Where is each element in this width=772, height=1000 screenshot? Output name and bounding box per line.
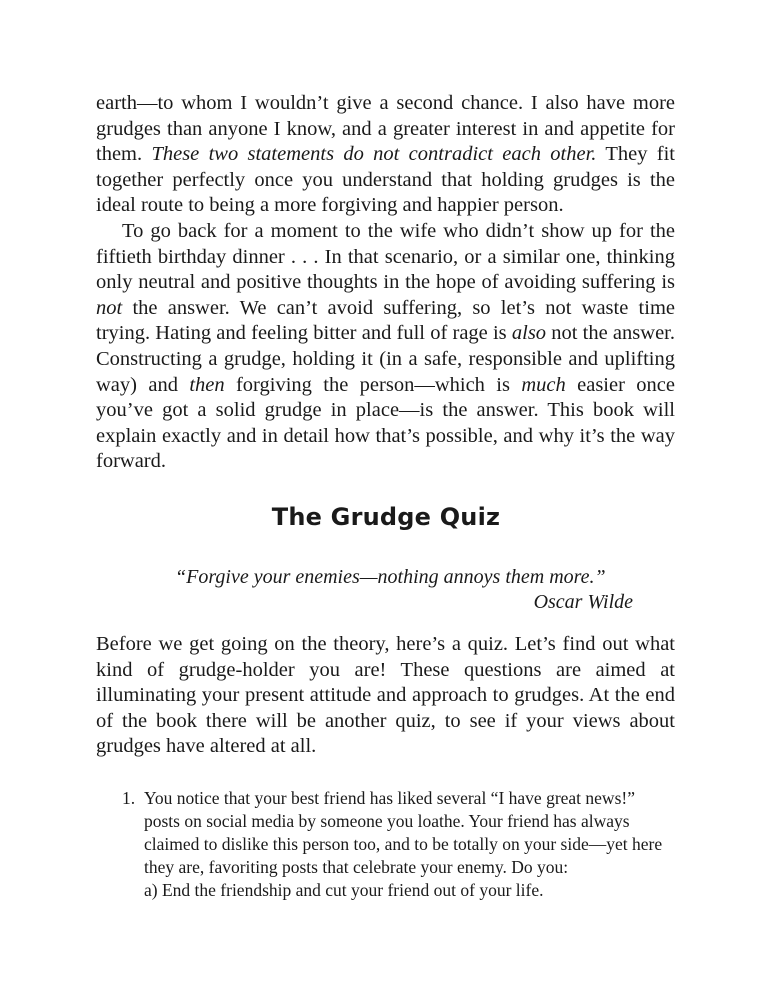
paragraph-2-italic-then: then bbox=[189, 373, 225, 396]
paragraph-1 bbox=[96, 91, 675, 219]
paragraph-1-text-c: They fit together perfectly once you understand that holding grudges is the ideal route to being a more forgiving and happier person. bbox=[96, 143, 675, 217]
section-heading: The Grudge Quiz bbox=[271, 503, 501, 531]
paragraph-2-text-e: not the answer. Constructing a grudge, holding it (in a safe, responsible and uplifting way) and bbox=[96, 322, 675, 396]
quiz-question-text: You notice that your best friend has liked several “I have great news!” posts on social media by someone you loathe. Your friend has always claimed to dislike this person too, and to be totally on your side—yet here they are, favoriting posts that celebrate your enemy. Do you: bbox=[144, 788, 663, 877]
epigraph bbox=[175, 565, 633, 615]
epigraph-quote: “Forgive your enemies—nothing annoys them more.” bbox=[175, 566, 606, 588]
quiz-question-item bbox=[122, 787, 675, 902]
paragraph-2-italic-also: also bbox=[511, 322, 547, 345]
paragraph-1-italic-statement: These two statements do not contradict each other. bbox=[151, 143, 597, 166]
paragraph-2-text-i: easier once you’ve got a solid grudge in place—is the answer. This book will explain exactly and in detail how that’s possible, and why it’s the way forward. bbox=[96, 373, 675, 473]
quiz-option-a: a) End the friendship and cut your friend out of your life. bbox=[144, 880, 544, 900]
paragraph-3 bbox=[96, 632, 675, 760]
paragraph-2 bbox=[96, 219, 675, 475]
quiz-question-number: 1. bbox=[122, 788, 136, 808]
paragraph-2-text-a: To go back for a moment to the wife who didn’t show up for the fiftieth birthday dinner . . . In that scenario, or a similar one, thinking only neutral and positive thoughts in the hope of avoiding suffering is bbox=[96, 220, 675, 294]
paragraph-2-italic-not: not bbox=[96, 296, 123, 319]
paragraph-1-text-a: earth—to whom I wouldn’t give a second chance. I also have more grudges than anyone I know, and a greater interest in and appetite for them. bbox=[96, 92, 675, 166]
paragraph-3-text: Before we get going on the theory, here’s a quiz. Let’s find out what kind of grudge-holder you are! These questions are aimed at illuminating your present attitude and approach to grudges. At the end of the book there will be another quiz, to see if your views about grudges have altered at all. bbox=[96, 633, 675, 758]
paragraph-2-italic-much: much bbox=[521, 373, 566, 396]
paragraph-2-text-c: the answer. We can’t avoid suffering, so let’s not waste time trying. Hating and feeling bitter and full of rage is bbox=[96, 296, 675, 345]
quiz-list bbox=[122, 787, 675, 902]
paragraph-2-text-g: forgiving the person—which is bbox=[224, 373, 522, 396]
epigraph-author: Oscar Wilde bbox=[533, 591, 633, 613]
